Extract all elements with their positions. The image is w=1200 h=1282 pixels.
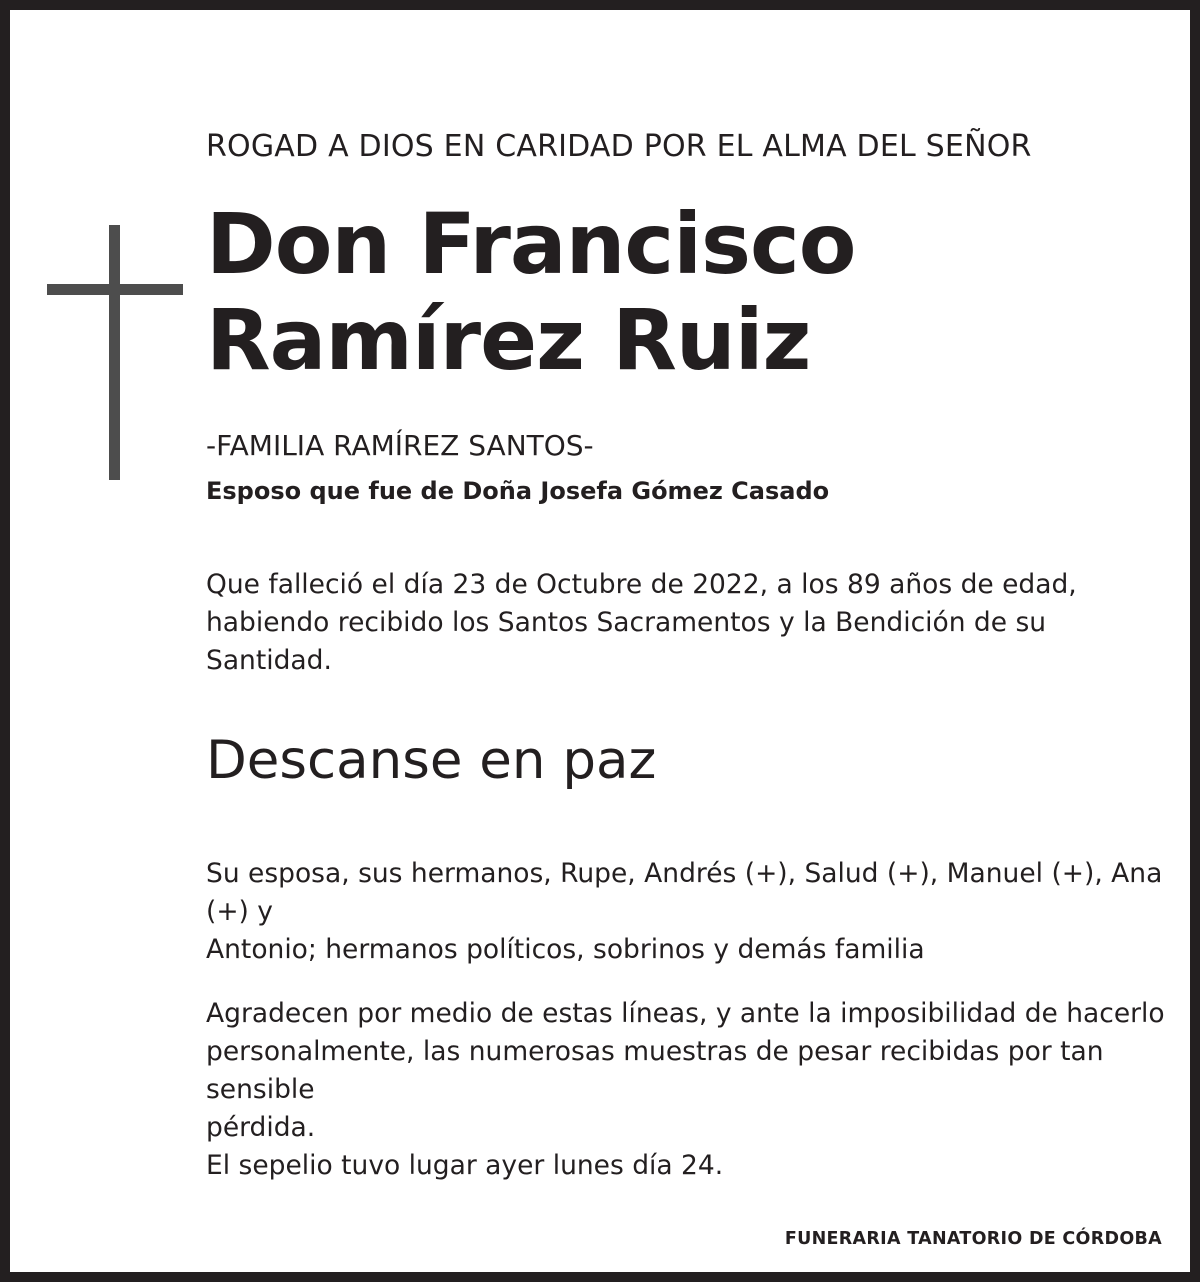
death-line-3: Santidad. [206,645,332,676]
name-line-2: Ramírez Ruiz [206,291,811,389]
family-name: -FAMILIA RAMÍREZ SANTOS- [206,429,594,462]
spouse-line: Esposo que fue de Doña Josefa Gómez Casado [206,477,830,505]
cross-vertical-bar [109,225,120,480]
mourners-paragraph [206,855,1166,969]
cross-horizontal-bar [47,284,183,295]
thanks-line-2: personalmente, las numerosas muestras de pesar recibidas por tan sensible [206,1036,1104,1105]
death-paragraph [206,566,1166,680]
death-line-2: habiendo recibido los Santos Sacramentos y la Bendición de su [206,607,1047,638]
mourners-line-2: Antonio; hermanos políticos, sobrinos y demás familia [206,934,925,965]
mourners-line-1: Su esposa, sus hermanos, Rupe, Andrés (+), Salud (+), Manuel (+), Ana (+) y [206,858,1163,927]
intro-text: ROGAD A DIOS EN CARIDAD POR EL ALMA DEL SEÑOR [206,129,1032,164]
deceased-name [206,196,855,388]
thanks-paragraph [206,995,1166,1185]
burial-line: El sepelio tuvo lugar ayer lunes día 24. [206,1150,724,1181]
name-line-1: Don Francisco [206,195,856,293]
thanks-line-1: Agradecen por medio de estas líneas, y ante la imposibilidad de hacerlo [206,998,1165,1029]
thanks-line-3: pérdida. [206,1112,316,1143]
death-line-1: Que falleció el día 23 de Octubre de 2022, a los 89 años de edad, [206,569,1077,600]
cross-icon [47,225,183,480]
funeral-home-name: FUNERARIA TANATORIO DE CÓRDOBA [784,1229,1162,1249]
rest-in-peace: Descanse en paz [206,730,657,791]
